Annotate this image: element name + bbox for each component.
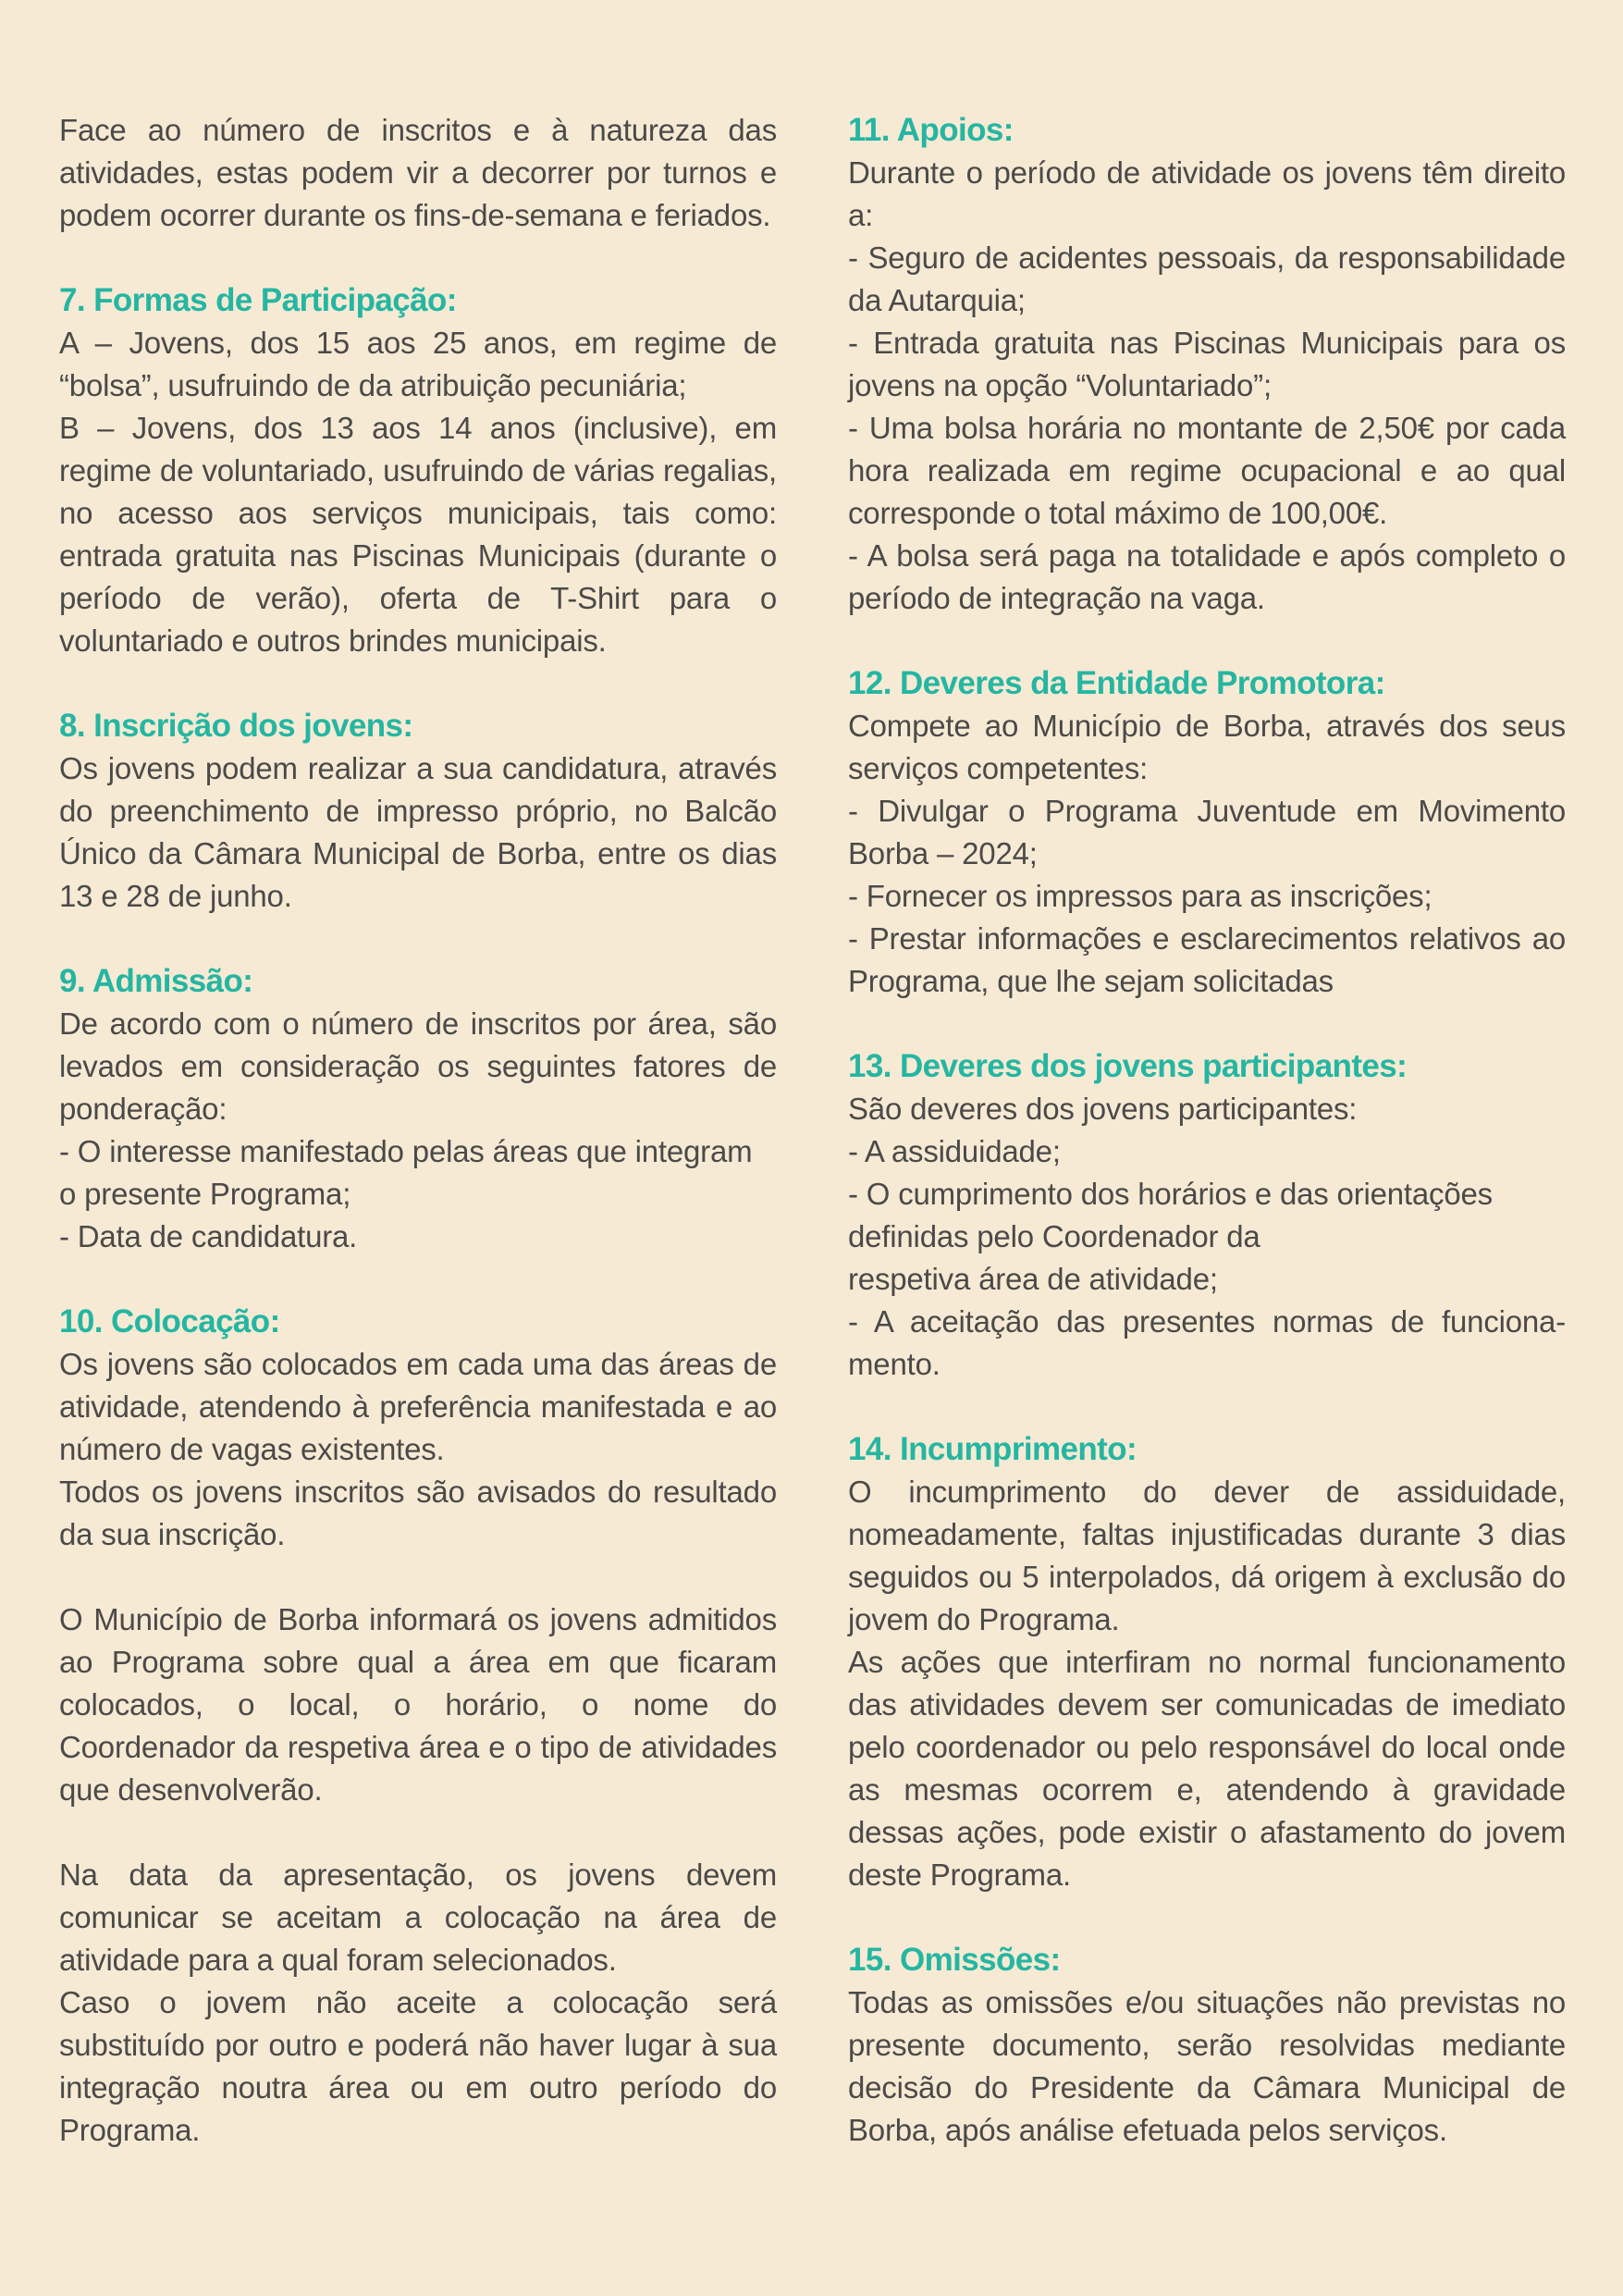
section-heading: 7. Formas de Participação:: [59, 282, 457, 318]
intro-paragraph: [59, 109, 777, 237]
section-text: Durante o período de atividade os jovens têm direito a:: [848, 155, 1566, 232]
section-text: B – Jovens, dos 13 aos 14 anos (inclusive), em regime de voluntariado, usufruindo de várias regalias, no acesso aos serviços municipais, tais como: entrada gratuita nas Piscinas Municipais (durante o período de verão), oferta de T-Shirt para o voluntariado e outros brindes municipais.: [59, 411, 777, 658]
section-text: De acordo com o número de inscritos por área, são levados em consideração os seguintes fatores de ponderação:: [59, 1006, 777, 1126]
section-deveres-entidade: [848, 662, 1566, 1003]
section-inscricao: [59, 705, 777, 918]
section-text: Na data da apresentação, os jovens devem comunicar se aceitam a colocação na área de atividade para a qual foram selecionados.: [59, 1858, 777, 1977]
section-heading: 12. Deveres da Entidade Promotora:: [848, 665, 1385, 701]
section-text: - Prestar informações e esclarecimentos relativos ao Programa, que lhe sejam solicitadas: [848, 921, 1566, 998]
section-text: Caso o jovem não aceite a colocação será substituído por outro e poderá não haver lugar à sua integração noutra área ou em outro período do Programa.: [59, 1985, 777, 2147]
section-text: As ações que interfiram no normal funcionamento das atividades devem ser comunicadas de imediato pelo coordenador ou pelo responsável do local onde as mesmas ocorrem e, atendendo à gravidade dessas ações, pode existir o afastamento do jovem deste Programa.: [848, 1645, 1566, 1892]
section-text: - Divulgar o Programa Juventude em Movimento Borba – 2024;: [848, 794, 1566, 870]
paragraph-informacao-admitidos: [59, 1599, 777, 1811]
section-text: O incumprimento do dever de assiduidade, nomeadamente, faltas injustificadas durante 3 dias seguidos ou 5 interpolados, dá origem à exclusão do jovem do Programa.: [848, 1475, 1566, 1636]
section-heading: 10. Colocação:: [59, 1303, 280, 1339]
section-admissao: [59, 960, 777, 1258]
section-text: - Uma bolsa horária no montante de 2,50€ por cada hora realizada em regime ocupacional e ao qual corresponde o total máximo de 100,00€.: [848, 411, 1566, 530]
section-text: - A bolsa será paga na totalidade e após completo o período de integração na vaga.: [848, 538, 1566, 615]
left-column: [59, 109, 777, 2194]
section-text: - A aceitação das presentes normas de funciona-mento.: [848, 1304, 1566, 1381]
section-text: Todas as omissões e/ou situações não previstas no presente documento, serão resolvidas mediante decisão do Presidente da Câmara Municipal de Borba, após análise efetuada pelos serviços.: [848, 1985, 1566, 2147]
section-text: - A assiduidade;: [848, 1134, 1061, 1168]
section-heading: 13. Deveres dos jovens participantes:: [848, 1048, 1408, 1084]
section-text: Todos os jovens inscritos são avisados do resultado da sua inscrição.: [59, 1475, 777, 1551]
section-text: - O cumprimento dos horários e das orientações definidas pelo Coordenador da: [848, 1177, 1493, 1253]
section-text: Compete ao Município de Borba, através dos seus serviços competentes:: [848, 709, 1566, 785]
section-text: - Data de candidatura.: [59, 1219, 358, 1253]
section-heading: 11. Apoios:: [848, 112, 1014, 148]
section-text: respetiva área de atividade;: [848, 1262, 1218, 1296]
section-heading: 9. Admissão:: [59, 963, 253, 999]
section-text: - O interesse manifestado pelas áreas que integram o presente Programa;: [59, 1134, 753, 1211]
section-incumprimento: [848, 1428, 1566, 1896]
section-text: - Entrada gratuita nas Piscinas Municipais para os jovens na opção “Voluntariado”;: [848, 326, 1566, 402]
section-apoios: [848, 109, 1566, 620]
section-formas-participacao: [59, 279, 777, 662]
section-omissoes: [848, 1939, 1566, 2152]
section-heading: 14. Incumprimento:: [848, 1431, 1137, 1467]
section-colocacao: [59, 1301, 777, 1556]
section-deveres-jovens: [848, 1045, 1566, 1386]
section-text: A – Jovens, dos 15 aos 25 anos, em regime de “bolsa”, usufruindo de da atribuição pecuniária;: [59, 326, 777, 402]
section-text: São deveres dos jovens participantes:: [848, 1092, 1358, 1126]
section-heading: 15. Omissões:: [848, 1942, 1061, 1978]
section-text: - Fornecer os impressos para as inscrições;: [848, 879, 1432, 913]
section-text: O Município de Borba informará os jovens admitidos ao Programa sobre qual a área em que ficaram colocados, o local, o horário, o nome do Coordenador da respetiva área e o tipo de atividades que desenvolverão.: [59, 1602, 777, 1807]
intro-text: Face ao número de inscritos e à natureza das atividades, estas podem vir a decorrer por turnos e podem ocorrer durante os fins-de-semana e feriados.: [59, 113, 777, 232]
section-text: Os jovens podem realizar a sua candidatura, através do preenchimento de impresso próprio, no Balcão Único da Câmara Municipal de Borba, entre os dias 13 e 28 de junho.: [59, 751, 777, 913]
section-text: - Seguro de acidentes pessoais, da responsabilidade da Autarquia;: [848, 241, 1566, 317]
section-heading: 8. Inscrição dos jovens:: [59, 708, 413, 744]
section-text: Os jovens são colocados em cada uma das áreas de atividade, atendendo à preferência manifestada e ao número de vagas existentes.: [59, 1347, 777, 1466]
right-column: [848, 109, 1566, 2194]
paragraph-apresentacao: [59, 1854, 777, 2152]
